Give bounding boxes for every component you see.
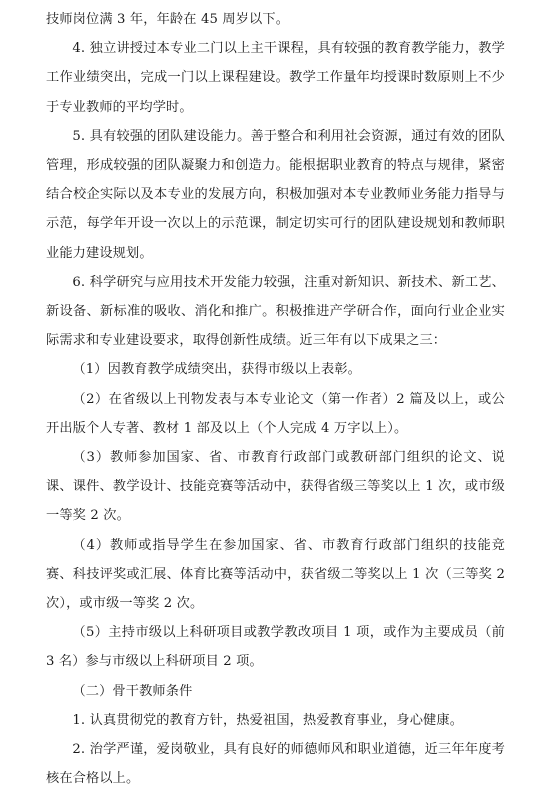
- paragraph-item-6: 6. 科学研究与应用技术开发能力较强，注重对新知识、新技术、新工艺、新设备、新标准的吸收、消化和推广。积极推进产学研合作，面向行业企业实际需求和专业建设要求，取得创新性成绩。近三年有以下成果之三：: [46, 274, 505, 349]
- sub-item-4: （4）教师或指导学生在参加国家、省、市教育行政部门组织的技能竞赛、科技评奖或汇展、体育比赛等活动中，获省级二等奖以上 1 次（三等奖 2 次），或市级一等奖 2 次。: [46, 537, 505, 612]
- sub-item-5: （5）主持市级以上科研项目或教学教改项目 1 项，或作为主要成员（前 3 名）参与市级以上科研项目 2 项。: [46, 625, 505, 670]
- document-page: [0, 5, 545, 789]
- paragraph-item-4: 4. 独立讲授过本专业二门以上主干课程，具有较强的教育教学能力，教学工作业绩突出，完成一门以上课程建设。教学工作量年均授课时数原则上不少于专业教师的平均学时。: [46, 41, 505, 115]
- section-heading-backbone-teacher: （二）骨干教师条件: [72, 683, 193, 699]
- backbone-item-1: 1. 认真贯彻党的教育方针，热爱祖国，热爱教育事业，身心健康。: [72, 712, 464, 728]
- paragraph-continuation: 技师岗位满 3 年，年龄在 45 周岁以下。: [46, 12, 290, 27]
- sub-item-3: （3）教师参加国家、省、市教育行政部门或教研部门组织的论文、说课、课件、教学设计、技能竞赛等活动中，获得省级三等奖以上 1 次，或市级一等奖 2 次。: [46, 450, 505, 524]
- paragraph-item-5: 5. 具有较强的团队建设能力。善于整合和利用社会资源，通过有效的团队管理，形成较强的团队凝聚力和创造力。能根据职业教育的特点与规律，紧密结合校企实际以及本专业的发展方向，积极加强对本专业教师业务能力指导与示范，每学年开设一次以上的示范课，制定切实可行的团队建设规划和教师职业能力建设规划。: [46, 128, 505, 261]
- sub-item-1: （1）因教育教学成绩突出，获得市级以上表彰。: [72, 362, 362, 378]
- backbone-item-2: 2. 治学严谨，爱岗敬业，具有良好的师德师风和职业道德，近三年年度考核在合格以上。: [46, 742, 505, 787]
- sub-item-2: （2）在省级以上刊物发表与本专业论文（第一作者）2 篇及以上，或公开出版个人专著、教材 1 部及以上（个人完成 4 万字以上）。: [46, 391, 505, 436]
